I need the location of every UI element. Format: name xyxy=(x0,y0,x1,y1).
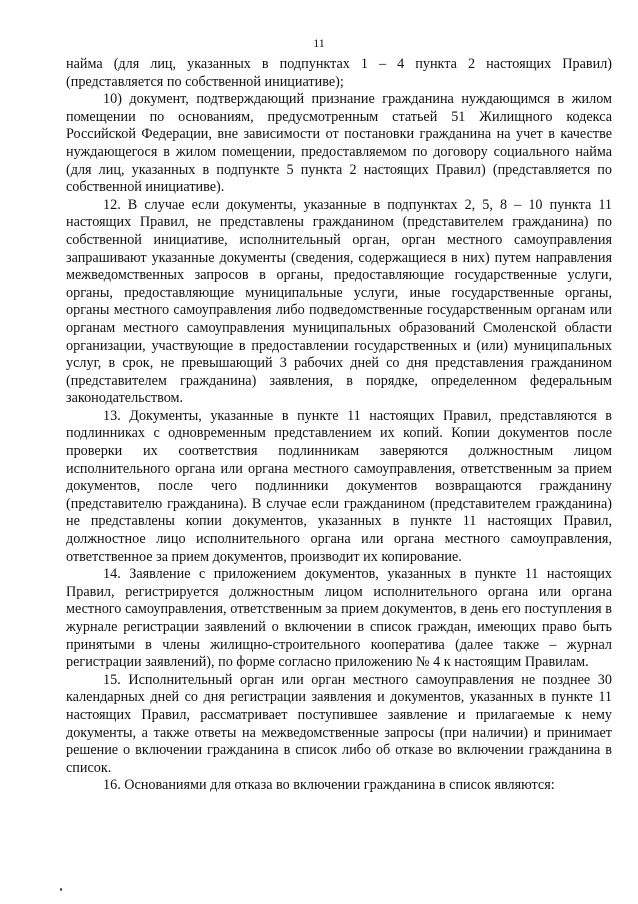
paragraph-item-14: 14. Заявление с приложением документов, указанных в пункте 11 настоящих Правил, регистрируется должностным лицом исполнительного органа или органа местного самоуправления, ответственным за прием документов, в день его поступления в журнале регистрации заявлений о включении в список граждан, имеющих право быть принятыми в члены жилищно-строительного кооператива (далее также – журнал регистрации заявлений), по форме согласно приложению № 4 к настоящим Правилам. xyxy=(66,566,612,671)
paragraph-item-12: 12. В случае если документы, указанные в подпунктах 2, 5, 8 – 10 пункта 11 настоящих Правил, не представлены гражданином (представителем гражданина) по собственной инициативе, исполнительный орган, орган местного самоуправления запрашивают указанные документы (сведения, содержащиеся в них) путем направления межведомственных запросов в органы, предоставляющие государственные услуги, органы, предоставляющие муниципальные услуги, иные государственные органы, органы местного самоуправления либо подведомственные государственным органам или органам местного самоуправления муниципальных образований Смоленской области организации, участвующие в предоставлении государственных и (или) муниципальных услуг, в срок, не превышающий 3 рабочих дней со дня представления гражданином (представителем гражданина) заявления, в порядке, определенном федеральным законодательством. xyxy=(66,196,612,407)
paragraph-item-15: 15. Исполнительный орган или орган местного самоуправления не позднее 30 календарных дней со дня регистрации заявления и документов, указанных в пункте 11 настоящих Правил, рассматривает поступившее заявление и прилагаемые к нему документы, а также ответы на межведомственные запросы (при наличии) и принимает решение о включении гражданина в список либо об отказе во включении гражданина в список. xyxy=(66,671,612,776)
document-body xyxy=(66,56,612,795)
page-number: 11 xyxy=(313,36,325,50)
paragraph-continuation: найма (для лиц, указанных в подпунктах 1 – 4 пункта 2 настоящих Правил) (представляется по собственной инициативе); xyxy=(66,56,612,90)
paragraph-item-10: 10) документ, подтверждающий признание гражданина нуждающимся в жилом помещении по основаниям, предусмотренным статьей 51 Жилищного кодекса Российской Федерации, вне зависимости от постановки гражданина на учет в качестве нуждающегося в жилом помещении, предоставляемом по договору социального найма (для лиц, указанных в подпункте 5 пункта 2 настоящих Правил) (представляется по собственной инициативе). xyxy=(66,91,612,196)
paragraph-item-13: 13. Документы, указанные в пункте 11 настоящих Правил, представляются в подлинниках с одновременным представлением их копий. Копии документов после проверки их соответствия подлинникам заверяются должностным лицом исполнительного органа или органа местного самоуправления, ответственным за прием документов, после чего подлинники документов возвращаются гражданину (представителю гражданина). В случае если гражданином (представителем гражданина) не представлены копии документов, указанных в пункте 11 настоящих Правил, должностное лицо исполнительного органа или органа местного самоуправления, ответственное за прием документов, производит их копирование. xyxy=(66,407,612,565)
paragraph-item-16: 16. Основаниями для отказа во включении гражданина в список являются: xyxy=(103,777,555,794)
scan-speck xyxy=(60,888,62,891)
